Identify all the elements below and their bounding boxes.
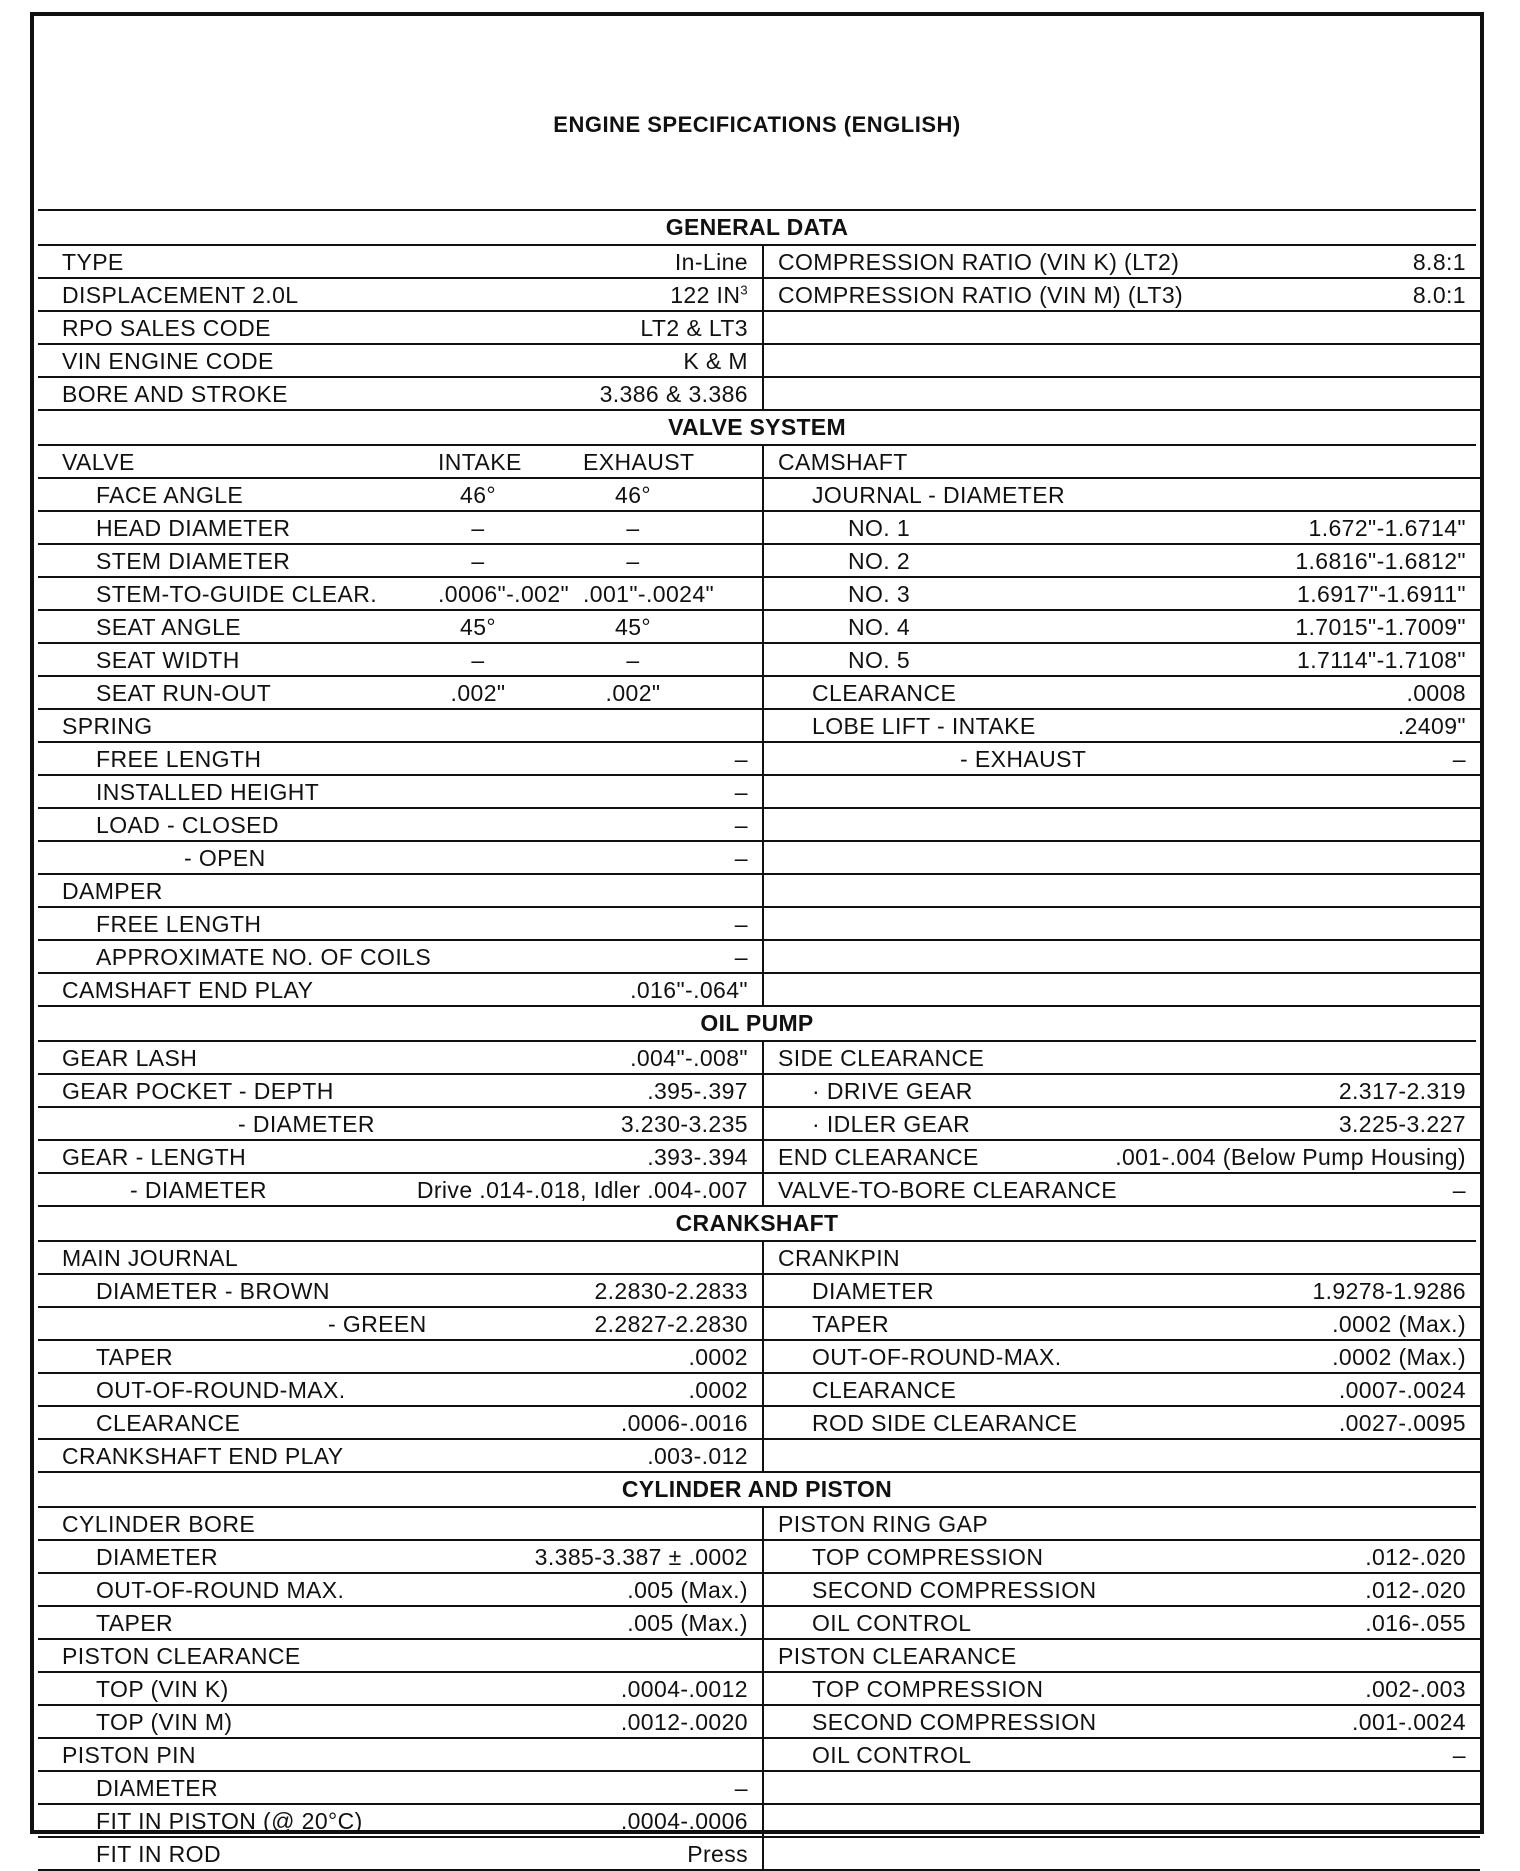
spec-row: [764, 1673, 1480, 1706]
spec-label: COMPRESSION RATIO (VIN M) (LT3): [778, 282, 1184, 308]
spec-row: [764, 1574, 1480, 1607]
spec-row: [764, 1607, 1480, 1640]
spec-row: [764, 1174, 1480, 1207]
spec-value: 8.8:1: [1412, 249, 1466, 275]
spec-row: [764, 1440, 1480, 1473]
spec-row: [38, 578, 762, 611]
spec-value: .012-.020: [1365, 1544, 1466, 1570]
spec-label: RPO SALES CODE: [62, 315, 271, 341]
spec-value: .005 (Max.): [627, 1577, 748, 1603]
spec-label: PISTON CLEARANCE: [778, 1643, 1017, 1669]
intake-value: .002": [450, 680, 506, 706]
exhaust-value: –: [626, 515, 640, 541]
spec-label: SECOND COMPRESSION: [812, 1709, 1097, 1735]
spec-label: MAIN JOURNAL: [62, 1245, 239, 1271]
spec-label: TYPE: [62, 249, 124, 275]
spec-row: [38, 1772, 762, 1805]
page-title: ENGINE SPECIFICATIONS (ENGLISH): [553, 112, 961, 137]
exhaust-value: –: [626, 548, 640, 574]
spec-label: CLEARANCE: [812, 680, 957, 706]
section-crankshaft: [38, 1242, 1476, 1473]
spec-label: OUT-OF-ROUND-MAX.: [812, 1344, 1062, 1370]
spec-row: [38, 246, 762, 279]
spec-row: [764, 312, 1480, 345]
spec-row: [38, 279, 762, 312]
spec-value: .0008: [1406, 680, 1466, 706]
spec-row: [38, 1407, 762, 1440]
left-column: [38, 1508, 764, 1871]
section-heading-oilpump: OIL PUMP: [38, 1007, 1476, 1042]
spec-row: [38, 710, 762, 743]
spec-label: VALVE-TO-BORE CLEARANCE: [778, 1177, 1117, 1203]
spec-value: 2.2830-2.2833: [594, 1278, 748, 1304]
spec-row: [764, 1706, 1480, 1739]
right-column: [764, 1042, 1480, 1207]
spec-label: SECOND COMPRESSION: [812, 1577, 1097, 1603]
spec-value: Press: [687, 1841, 748, 1867]
spec-value: –: [734, 1775, 748, 1801]
spec-row: [764, 512, 1480, 545]
spec-row: [764, 479, 1480, 512]
section-valve: [38, 446, 1476, 1007]
spec-label: DIAMETER: [96, 1775, 219, 1801]
exhaust-value: 45°: [615, 614, 651, 640]
spec-value: .2409": [1397, 713, 1466, 739]
spec-label: COMPRESSION RATIO (VIN K) (LT2): [778, 249, 1180, 275]
spec-label: FACE ANGLE: [96, 482, 244, 508]
spec-row: [38, 1640, 762, 1673]
spec-row: [764, 743, 1480, 776]
spec-value: .005 (Max.): [627, 1610, 748, 1636]
exhaust-value: .002": [605, 680, 661, 706]
spec-value: .016"-.064": [630, 977, 748, 1003]
spec-row: [764, 1042, 1480, 1075]
spec-value: .001-.0024: [1352, 1709, 1466, 1735]
spec-label: DISPLACEMENT 2.0L: [62, 282, 299, 308]
spec-label: - EXHAUST: [960, 746, 1087, 772]
spec-value: .012-.020: [1365, 1577, 1466, 1603]
spec-row: [38, 611, 762, 644]
spec-value: .0002: [688, 1344, 748, 1370]
spec-label: NO. 2: [848, 548, 911, 574]
spec-row: [38, 1805, 762, 1838]
spec-row: [38, 1673, 762, 1706]
intake-value: INTAKE: [438, 449, 522, 475]
spec-value: .393-.394: [647, 1144, 748, 1170]
spec-row: [764, 677, 1480, 710]
spec-label: VIN ENGINE CODE: [62, 348, 274, 374]
spec-row: [764, 611, 1480, 644]
intake-value: –: [471, 515, 485, 541]
spec-value: 3.386 & 3.386: [599, 381, 748, 407]
spec-label: GEAR LASH: [62, 1045, 198, 1071]
spec-value: 1.6816"-1.6812": [1295, 548, 1466, 574]
spec-label: CYLINDER BORE: [62, 1511, 256, 1537]
spec-row: [764, 1541, 1480, 1574]
intake-value: 46°: [460, 482, 496, 508]
spec-label: HEAD DIAMETER: [96, 515, 291, 541]
spec-label: SEAT WIDTH: [96, 647, 240, 673]
spec-value: 3.230-3.235: [620, 1111, 748, 1137]
section-general: [38, 246, 1476, 411]
spec-value: 1.672"-1.6714": [1308, 515, 1466, 541]
spec-row: [764, 644, 1480, 677]
spec-row: [38, 446, 762, 479]
spec-row: [764, 875, 1480, 908]
spec-label: - DIAMETER: [130, 1177, 267, 1203]
spec-value: K & M: [683, 348, 748, 374]
spec-value: –: [1452, 1742, 1466, 1768]
spec-row: [38, 1541, 762, 1574]
spec-label: TOP COMPRESSION: [812, 1676, 1044, 1702]
spec-label: CLEARANCE: [96, 1410, 241, 1436]
spec-row: [38, 345, 762, 378]
spec-label: OUT-OF-ROUND MAX.: [96, 1577, 345, 1603]
spec-label: NO. 3: [848, 581, 911, 607]
spec-label: FREE LENGTH: [96, 746, 262, 772]
spec-value: –: [734, 746, 748, 772]
spec-row: [764, 578, 1480, 611]
spec-label: LOBE LIFT - INTAKE: [812, 713, 1036, 739]
spec-row: [38, 1075, 762, 1108]
spec-label: · DRIVE GEAR: [812, 1078, 973, 1104]
intake-value: .0006"-.002": [438, 581, 570, 607]
spec-label: TOP (VIN M): [96, 1709, 233, 1735]
spec-row: [38, 1308, 762, 1341]
spec-value: .002-.003: [1365, 1676, 1466, 1702]
spec-label: - GREEN: [328, 1311, 427, 1337]
spec-value: 8.0:1: [1412, 282, 1466, 308]
spec-value: 1.7015"-1.7009": [1295, 614, 1466, 640]
exhaust-value: –: [626, 647, 640, 673]
spec-label: JOURNAL - DIAMETER: [812, 482, 1065, 508]
spec-value: 3.385-3.387 ± .0002: [534, 1544, 748, 1570]
spec-value: .0002: [688, 1377, 748, 1403]
spec-label: · IDLER GEAR: [812, 1111, 971, 1137]
spec-value: 1.9278-1.9286: [1312, 1278, 1466, 1304]
spec-value: 2.2827-2.2830: [594, 1311, 748, 1337]
spec-label: FREE LENGTH: [96, 911, 262, 937]
spec-label: NO. 1: [848, 515, 911, 541]
spec-row: [38, 1042, 762, 1075]
spec-row: [38, 1440, 762, 1473]
spec-label: PISTON RING GAP: [778, 1511, 989, 1537]
spec-value: –: [1452, 1177, 1466, 1203]
spec-row: [38, 743, 762, 776]
spec-label: SEAT RUN-OUT: [96, 680, 272, 706]
spec-row: [38, 1607, 762, 1640]
spec-row: [764, 941, 1480, 974]
spec-row: [764, 279, 1480, 312]
spec-label: CAMSHAFT: [778, 449, 908, 475]
section-heading-general: GENERAL DATA: [38, 211, 1476, 246]
spec-value: .016-.055: [1365, 1610, 1466, 1636]
spec-row: [38, 312, 762, 345]
right-column: [764, 1508, 1480, 1871]
spec-label: PISTON PIN: [62, 1742, 196, 1768]
spec-label: BORE AND STROKE: [62, 381, 288, 407]
spec-row: [38, 378, 762, 411]
spec-label: APPROXIMATE NO. OF COILS: [96, 944, 432, 970]
spec-label: ROD SIDE CLEARANCE: [812, 1410, 1078, 1436]
spec-row: [764, 908, 1480, 941]
spec-row: [38, 1242, 762, 1275]
spec-row: [38, 776, 762, 809]
spec-row: [38, 941, 762, 974]
spec-row: [764, 1141, 1480, 1174]
left-column: [38, 1042, 764, 1207]
spec-value: .003-.012: [647, 1443, 748, 1469]
spec-value: –: [734, 944, 748, 970]
spec-row: [38, 1739, 762, 1772]
spec-row: [764, 378, 1480, 411]
spec-row: [38, 1838, 762, 1871]
spec-value: –: [734, 779, 748, 805]
section-heading-crankshaft: CRANKSHAFT: [38, 1207, 1476, 1242]
spec-row: [38, 1108, 762, 1141]
spec-value: .0002 (Max.): [1332, 1344, 1466, 1370]
spec-label: TAPER: [812, 1311, 889, 1337]
spec-label: OIL CONTROL: [812, 1742, 972, 1768]
spec-label: CLEARANCE: [812, 1377, 957, 1403]
spec-label: VALVE: [62, 449, 135, 475]
spec-row: [38, 908, 762, 941]
spec-row: [38, 1275, 762, 1308]
spec-value: LT2 & LT3: [640, 315, 748, 341]
spec-row: [38, 1574, 762, 1607]
spec-label: DIAMETER: [96, 1544, 219, 1570]
spec-row: [764, 1772, 1480, 1805]
spec-value: 122 $IN^3$: [670, 282, 748, 308]
spec-label: FIT IN PISTON (@ 20°C): [96, 1808, 363, 1834]
spec-label: SEAT ANGLE: [96, 614, 242, 640]
spec-value: –: [734, 911, 748, 937]
section-heading-cylinder: CYLINDER AND PISTON: [38, 1473, 1476, 1508]
spec-label: SIDE CLEARANCE: [778, 1045, 985, 1071]
spec-row: [764, 1242, 1480, 1275]
spec-label: STEM-TO-GUIDE CLEAR.: [96, 581, 378, 607]
spec-row: [38, 1508, 762, 1541]
spec-label: NO. 5: [848, 647, 911, 673]
spec-value: In-Line: [674, 249, 748, 275]
spec-label: DIAMETER - BROWN: [96, 1278, 330, 1304]
intake-value: –: [471, 548, 485, 574]
exhaust-value: EXHAUST: [583, 449, 695, 475]
spec-value: 2.317-2.319: [1338, 1078, 1466, 1104]
spec-value: Drive .014-.018, Idler .004-.007: [416, 1177, 748, 1203]
left-column: [38, 246, 764, 411]
spec-value: .0004-.0006: [620, 1808, 748, 1834]
spec-label: INSTALLED HEIGHT: [96, 779, 320, 805]
spec-row: [38, 677, 762, 710]
spec-label: OUT-OF-ROUND-MAX.: [96, 1377, 346, 1403]
spec-label: TAPER: [96, 1610, 173, 1636]
spec-value: .004"-.008": [630, 1045, 748, 1071]
spec-row: [38, 842, 762, 875]
spec-label: CRANKSHAFT END PLAY: [62, 1443, 344, 1469]
spec-row: [764, 974, 1480, 1007]
spec-row: [764, 1508, 1480, 1541]
spec-value: .0002 (Max.): [1332, 1311, 1466, 1337]
section-cylinder: [38, 1508, 1476, 1871]
spec-label: GEAR POCKET - DEPTH: [62, 1078, 334, 1104]
spec-value: 1.6917"-1.6911": [1297, 581, 1466, 607]
spec-label: - OPEN: [184, 845, 266, 871]
spec-value: .0004-.0012: [620, 1676, 748, 1702]
spec-label: PISTON CLEARANCE: [62, 1643, 301, 1669]
spec-label: GEAR - LENGTH: [62, 1144, 247, 1170]
spec-row: [764, 345, 1480, 378]
section-heading-valve: VALVE SYSTEM: [38, 411, 1476, 446]
exhaust-value: .001"-.0024": [583, 581, 715, 607]
spec-value: .0006-.0016: [620, 1410, 748, 1436]
spec-label: CAMSHAFT END PLAY: [62, 977, 314, 1003]
spec-label: - DIAMETER: [238, 1111, 375, 1137]
spec-value: –: [734, 812, 748, 838]
spec-label: TAPER: [96, 1344, 173, 1370]
spec-value: .395-.397: [647, 1078, 748, 1104]
left-column: [38, 1242, 764, 1473]
spec-row: [764, 1805, 1480, 1838]
spec-value: –: [1452, 746, 1466, 772]
spec-row: [764, 1640, 1480, 1673]
spec-row: [764, 1308, 1480, 1341]
spec-row: [764, 776, 1480, 809]
spec-label: NO. 4: [848, 614, 911, 640]
right-column: [764, 246, 1480, 411]
spec-value: 1.7114"-1.7108": [1297, 647, 1466, 673]
spec-row: [38, 1706, 762, 1739]
spec-row: [764, 1341, 1480, 1374]
spec-label: END CLEARANCE: [778, 1144, 979, 1170]
spec-value: .0007-.0024: [1338, 1377, 1466, 1403]
spec-label: STEM DIAMETER: [96, 548, 291, 574]
spec-row: [38, 1341, 762, 1374]
spec-row: [764, 809, 1480, 842]
spec-label: FIT IN ROD: [96, 1841, 221, 1867]
intake-value: 45°: [460, 614, 496, 640]
intake-value: –: [471, 647, 485, 673]
superscript: 3: [740, 282, 748, 298]
section-oilpump: [38, 1042, 1476, 1207]
spec-row: [38, 545, 762, 578]
spec-label: TOP COMPRESSION: [812, 1544, 1044, 1570]
spec-row: [38, 644, 762, 677]
spec-row: [38, 479, 762, 512]
spec-label: LOAD - CLOSED: [96, 812, 279, 838]
spec-row: [38, 875, 762, 908]
spec-row: [764, 446, 1480, 479]
spec-label: DIAMETER: [812, 1278, 935, 1304]
spec-row: [764, 1075, 1480, 1108]
spec-label: CRANKPIN: [778, 1245, 901, 1271]
spec-table: [38, 209, 1476, 1871]
spec-row: [38, 974, 762, 1007]
spec-row: [764, 1108, 1480, 1141]
spec-label: TOP (VIN K): [96, 1676, 229, 1702]
spec-row: [764, 842, 1480, 875]
spec-value: .0012-.0020: [620, 1709, 748, 1735]
spec-row: [38, 1374, 762, 1407]
right-column: [764, 1242, 1480, 1473]
spec-value: –: [734, 845, 748, 871]
spec-row: [38, 1141, 762, 1174]
spec-row: [764, 1275, 1480, 1308]
right-column: [764, 446, 1480, 1007]
spec-row: [38, 809, 762, 842]
spec-value: .001-.004 (Below Pump Housing): [1115, 1144, 1466, 1170]
spec-value: 3.225-3.227: [1338, 1111, 1466, 1137]
spec-row: [764, 1838, 1480, 1871]
spec-row: [764, 1374, 1480, 1407]
spec-row: [764, 710, 1480, 743]
spec-label: DAMPER: [62, 878, 163, 904]
spec-row: [764, 1739, 1480, 1772]
spec-label: SPRING: [62, 713, 153, 739]
spec-value: .0027-.0095: [1338, 1410, 1466, 1436]
spec-row: [764, 1407, 1480, 1440]
spec-row: [764, 545, 1480, 578]
spec-label: OIL CONTROL: [812, 1610, 972, 1636]
spec-row: [38, 1174, 762, 1207]
spec-sheet: [30, 12, 1484, 1867]
exhaust-value: 46°: [615, 482, 651, 508]
spec-row: [38, 512, 762, 545]
spec-row: [764, 246, 1480, 279]
left-column: [38, 446, 764, 1007]
